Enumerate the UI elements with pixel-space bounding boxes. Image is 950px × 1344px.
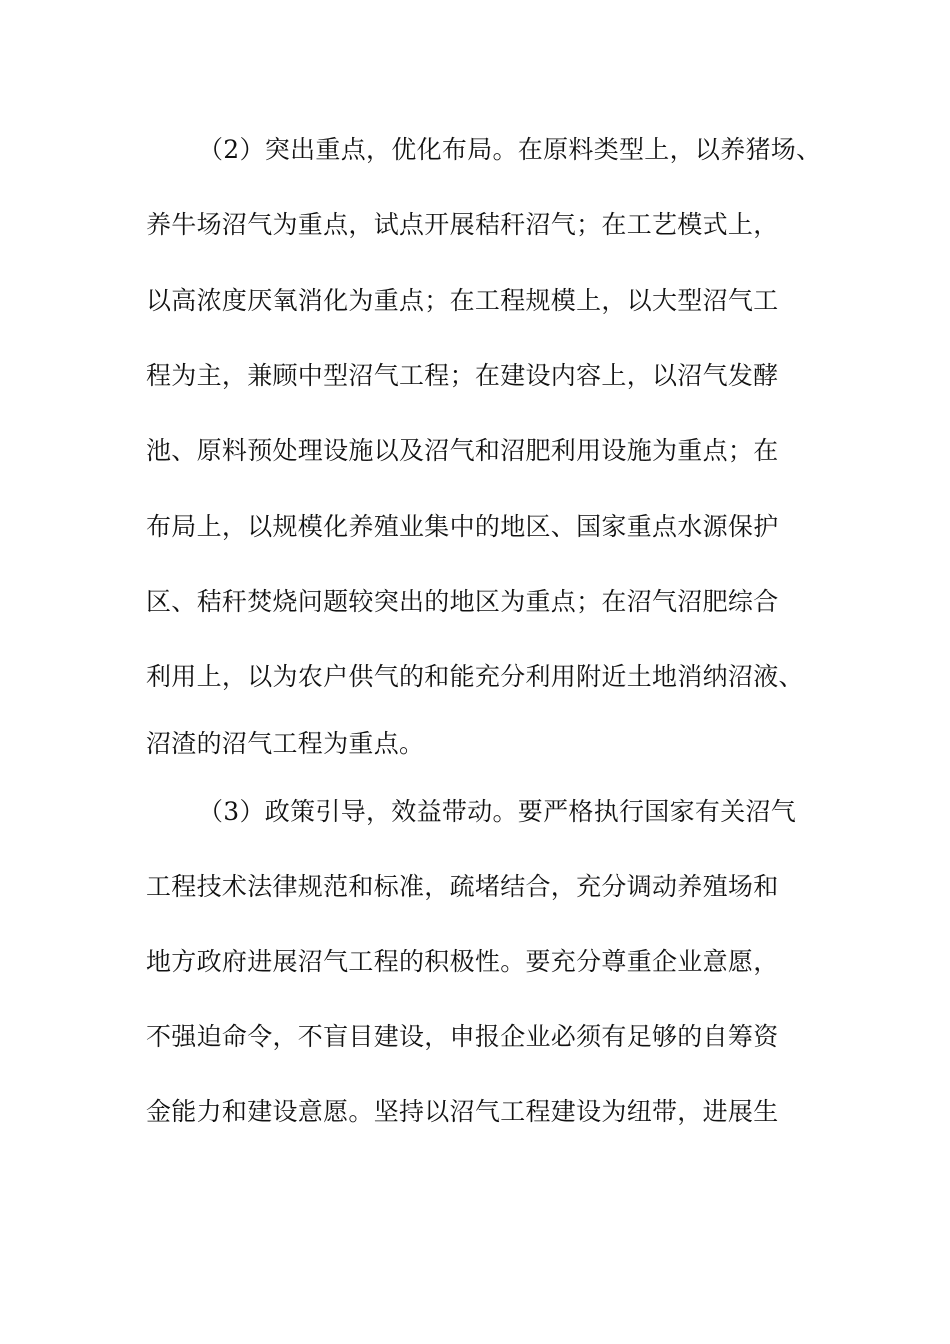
paragraph-2-line-3: 以高浓度厌氧消化为重点；在工程规模上，以大型沼气工 — [146, 286, 779, 315]
paragraph-2-line-4: 程为主，兼顾中型沼气工程；在建设内容上，以沼气发酵 — [146, 361, 779, 390]
paragraph-3-line-1: （3）政策引导，效益带动。要严格执行国家有关沼气 — [198, 797, 797, 826]
paragraph-2-line-5: 池、原料预处理设施以及沼气和沼肥利用设施为重点；在 — [146, 436, 779, 465]
paragraph-2-line-7: 区、秸秆焚烧问题较突出的地区为重点；在沼气沼肥综合 — [146, 587, 779, 616]
paragraph-2-line-8: 利用上，以为农户供气的和能充分利用附近土地消纳沼液、 — [146, 662, 804, 691]
paragraph-2-line-1: （2）突出重点，优化布局。在原料类型上，以养猪场、 — [198, 135, 822, 164]
paragraph-3-line-5: 金能力和建设意愿。坚持以沼气工程建设为纽带，进展生 — [146, 1097, 779, 1126]
paragraph-3-line-2: 工程技术法律规范和标准，疏堵结合，充分调动养殖场和 — [146, 872, 779, 901]
paragraph-2-line-6: 布局上，以规模化养殖业集中的地区、国家重点水源保护 — [146, 512, 779, 541]
paragraph-2-line-2: 养牛场沼气为重点，试点开展秸秆沼气；在工艺模式上， — [146, 210, 779, 239]
paragraph-3-line-4: 不强迫命令，不盲目建设，申报企业必须有足够的自筹资 — [146, 1022, 779, 1051]
paragraph-3-line-3: 地方政府进展沼气工程的积极性。要充分尊重企业意愿， — [146, 947, 779, 976]
paragraph-2-line-9: 沼渣的沼气工程为重点。 — [146, 729, 425, 758]
